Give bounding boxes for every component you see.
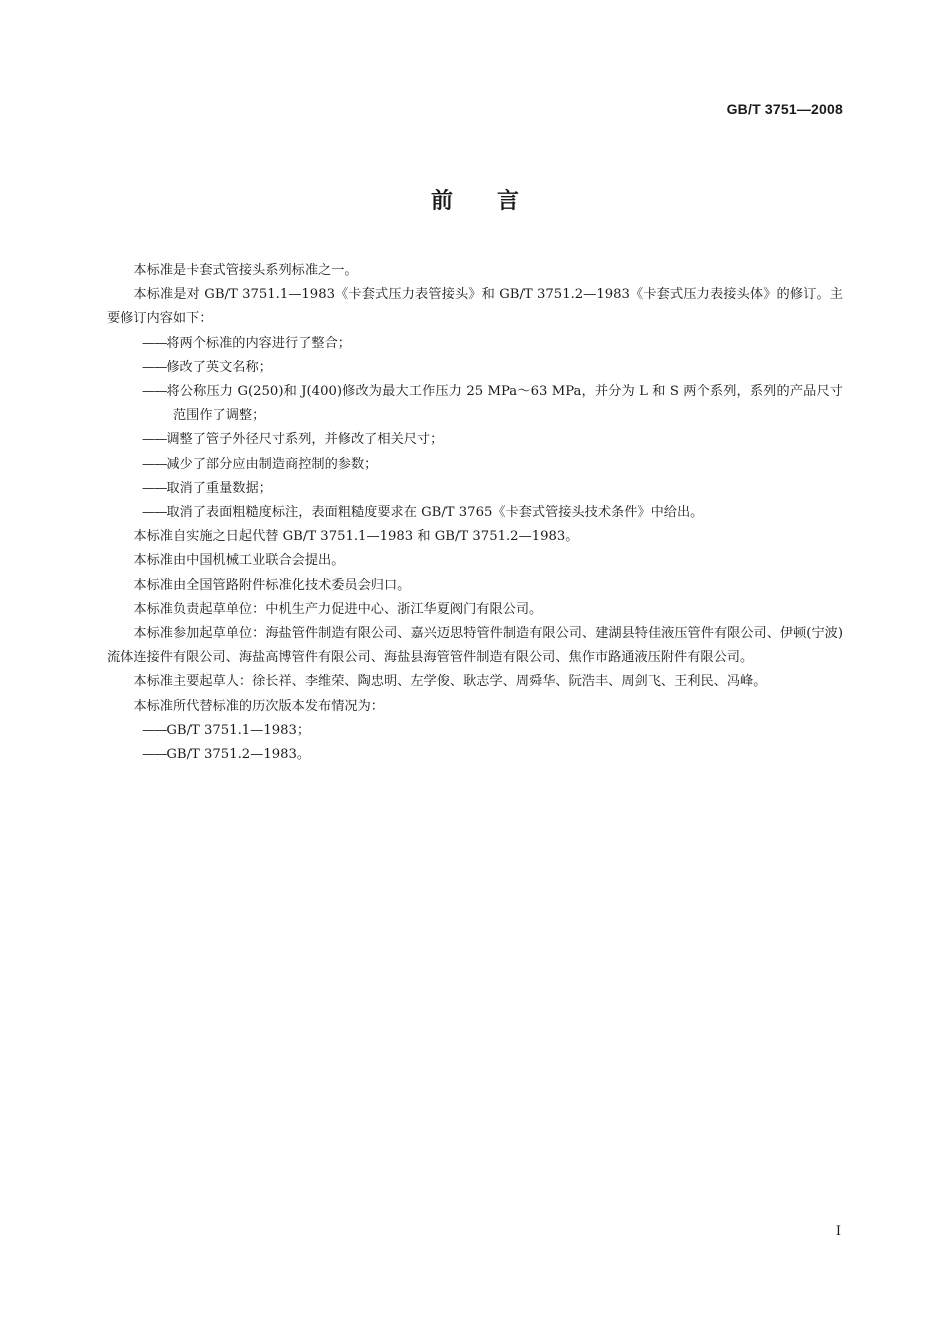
dash-marker: —— xyxy=(142,722,167,738)
list-item-text: 将公称压力 G(250)和 J(400)修改为最大工作压力 25 MPa～63 MPa，并分为 L 和 S 两个系列，系列的产品尺寸范围作了调整； xyxy=(166,384,843,424)
list-item-text: 将两个标准的内容进行了整合； xyxy=(166,335,351,351)
list-item-text: 调整了管子外径尺寸系列，并修改了相关尺寸； xyxy=(166,432,444,448)
standard-code: GB/T 3751—2008 xyxy=(726,101,843,117)
list-item xyxy=(107,332,843,356)
dash-marker: —— xyxy=(142,335,167,351)
paragraph: 本标准负责起草单位：中机生产力促进中心、浙江华夏阀门有限公司。 xyxy=(133,601,543,617)
paragraph: 本标准参加起草单位：海盐管件制造有限公司、嘉兴迈思特管件制造有限公司、建湖县特佳液压管件有限公司、伊顿(宁波)流体连接件有限公司、海盐高博管件有限公司、海盐县海管管件制造有限公司、焦作市路通液压附件有限公司。 xyxy=(107,626,843,666)
dash-marker: —— xyxy=(142,359,167,375)
paragraph: 本标准由中国机械工业联合会提出。 xyxy=(133,553,345,569)
dash-marker: —— xyxy=(142,384,167,400)
list-item xyxy=(107,501,843,525)
list-item xyxy=(107,743,843,767)
list-item-text: 修改了英文名称； xyxy=(166,359,272,375)
dash-marker: —— xyxy=(142,480,167,496)
document-body xyxy=(107,259,843,767)
list-item-text: GB/T 3751.2—1983。 xyxy=(166,747,311,763)
list-item xyxy=(107,356,843,380)
dash-marker: —— xyxy=(142,456,167,472)
paragraph: 本标准自实施之日起代替 GB/T 3751.1—1983 和 GB/T 3751.2—1983。 xyxy=(133,529,579,545)
dash-marker: —— xyxy=(142,505,167,521)
paragraph: 本标准是对 GB/T 3751.1—1983《卡套式压力表管接头》和 GB/T 3751.2—1983《卡套式压力表接头体》的修订。主要修订内容如下： xyxy=(107,287,843,327)
dash-marker: —— xyxy=(142,747,167,763)
page-number: I xyxy=(835,1224,841,1239)
list-item xyxy=(107,477,843,501)
paragraph: 本标准主要起草人：徐长祥、李维荣、陶忠明、左学俊、耿志学、周舜华、阮浩丰、周剑飞、王利民、冯峰。 xyxy=(133,674,767,690)
list-item xyxy=(107,719,843,743)
list-item xyxy=(107,453,843,477)
list-item-text: GB/T 3751.1—1983； xyxy=(166,722,311,738)
paragraph: 本标准所代替标准的历次版本发布情况为： xyxy=(133,698,384,714)
dash-marker: —— xyxy=(142,432,167,448)
paragraph: 本标准由全国管路附件标准化技术委员会归口。 xyxy=(133,577,411,593)
page-title: 前言 xyxy=(430,189,563,214)
list-item xyxy=(107,380,843,428)
list-item-text: 取消了表面粗糙度标注，表面粗糙度要求在 GB/T 3765《卡套式管接头技术条件》中给出。 xyxy=(166,505,704,521)
list-item xyxy=(107,428,843,452)
list-item-text: 取消了重量数据； xyxy=(166,480,272,496)
paragraph: 本标准是卡套式管接头系列标准之一。 xyxy=(133,263,358,278)
list-item-text: 减少了部分应由制造商控制的参数； xyxy=(166,456,378,472)
